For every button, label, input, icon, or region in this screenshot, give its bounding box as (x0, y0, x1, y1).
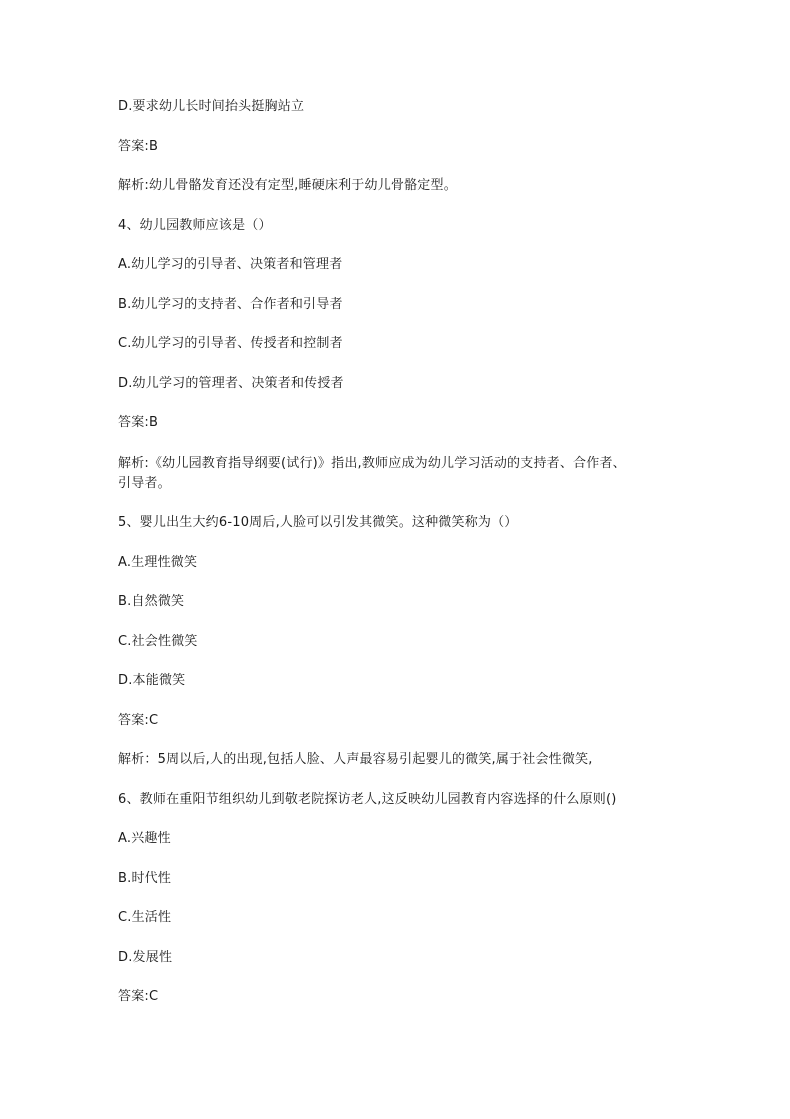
option-a-q5: A.生理性微笑 (118, 555, 198, 570)
option-b-q6: B.时代性 (118, 871, 172, 886)
option-c-q4: C.幼儿学习的引导者、传授者和控制者 (118, 336, 343, 351)
option-a-q4: A.幼儿学习的引导者、决策者和管理者 (118, 257, 343, 272)
answer-q5: 答案:C (118, 713, 159, 728)
option-d-q5: D.本能微笑 (118, 673, 186, 688)
option-c-q5: C.社会性微笑 (118, 634, 198, 649)
answer-q4: 答案:B (118, 415, 159, 430)
option-c-q6: C.生活性 (118, 910, 172, 925)
explanation-q4-line1: 解析:《幼儿园教育指导纲要(试行)》指出,教师应成为幼儿学习活动的支持者、合作者、 (118, 456, 626, 471)
answer-q3: 答案:B (118, 139, 159, 154)
question-4: 4、幼儿园教师应该是（） (118, 218, 272, 233)
question-6: 6、教师在重阳节组织幼儿到敬老院探访老人,这反映幼儿园教育内容选择的什么原则() (118, 792, 617, 807)
explanation-q3: 解析:幼儿骨骼发育还没有定型,睡硬床利于幼儿骨骼定型。 (118, 178, 457, 193)
option-a-q6: A.兴趣性 (118, 831, 171, 846)
answer-q6: 答案:C (118, 989, 159, 1004)
option-b-q5: B.自然微笑 (118, 594, 185, 609)
question-5: 5、婴儿出生大约6-10周后,人脸可以引发其微笑。这种微笑称为（） (118, 515, 518, 530)
option-d-q3: D.要求幼儿长时间抬头挺胸站立 (118, 99, 305, 114)
option-d-q4: D.幼儿学习的管理者、决策者和传授者 (118, 376, 344, 391)
explanation-q4-line2: 引导者。 (118, 476, 171, 491)
option-d-q6: D.发展性 (118, 950, 173, 965)
explanation-q5: 解析：5周以后,人的出现,包括人脸、人声最容易引起婴儿的微笑,属于社会性微笑, (118, 752, 593, 767)
option-b-q4: B.幼儿学习的支持者、合作者和引导者 (118, 297, 343, 312)
